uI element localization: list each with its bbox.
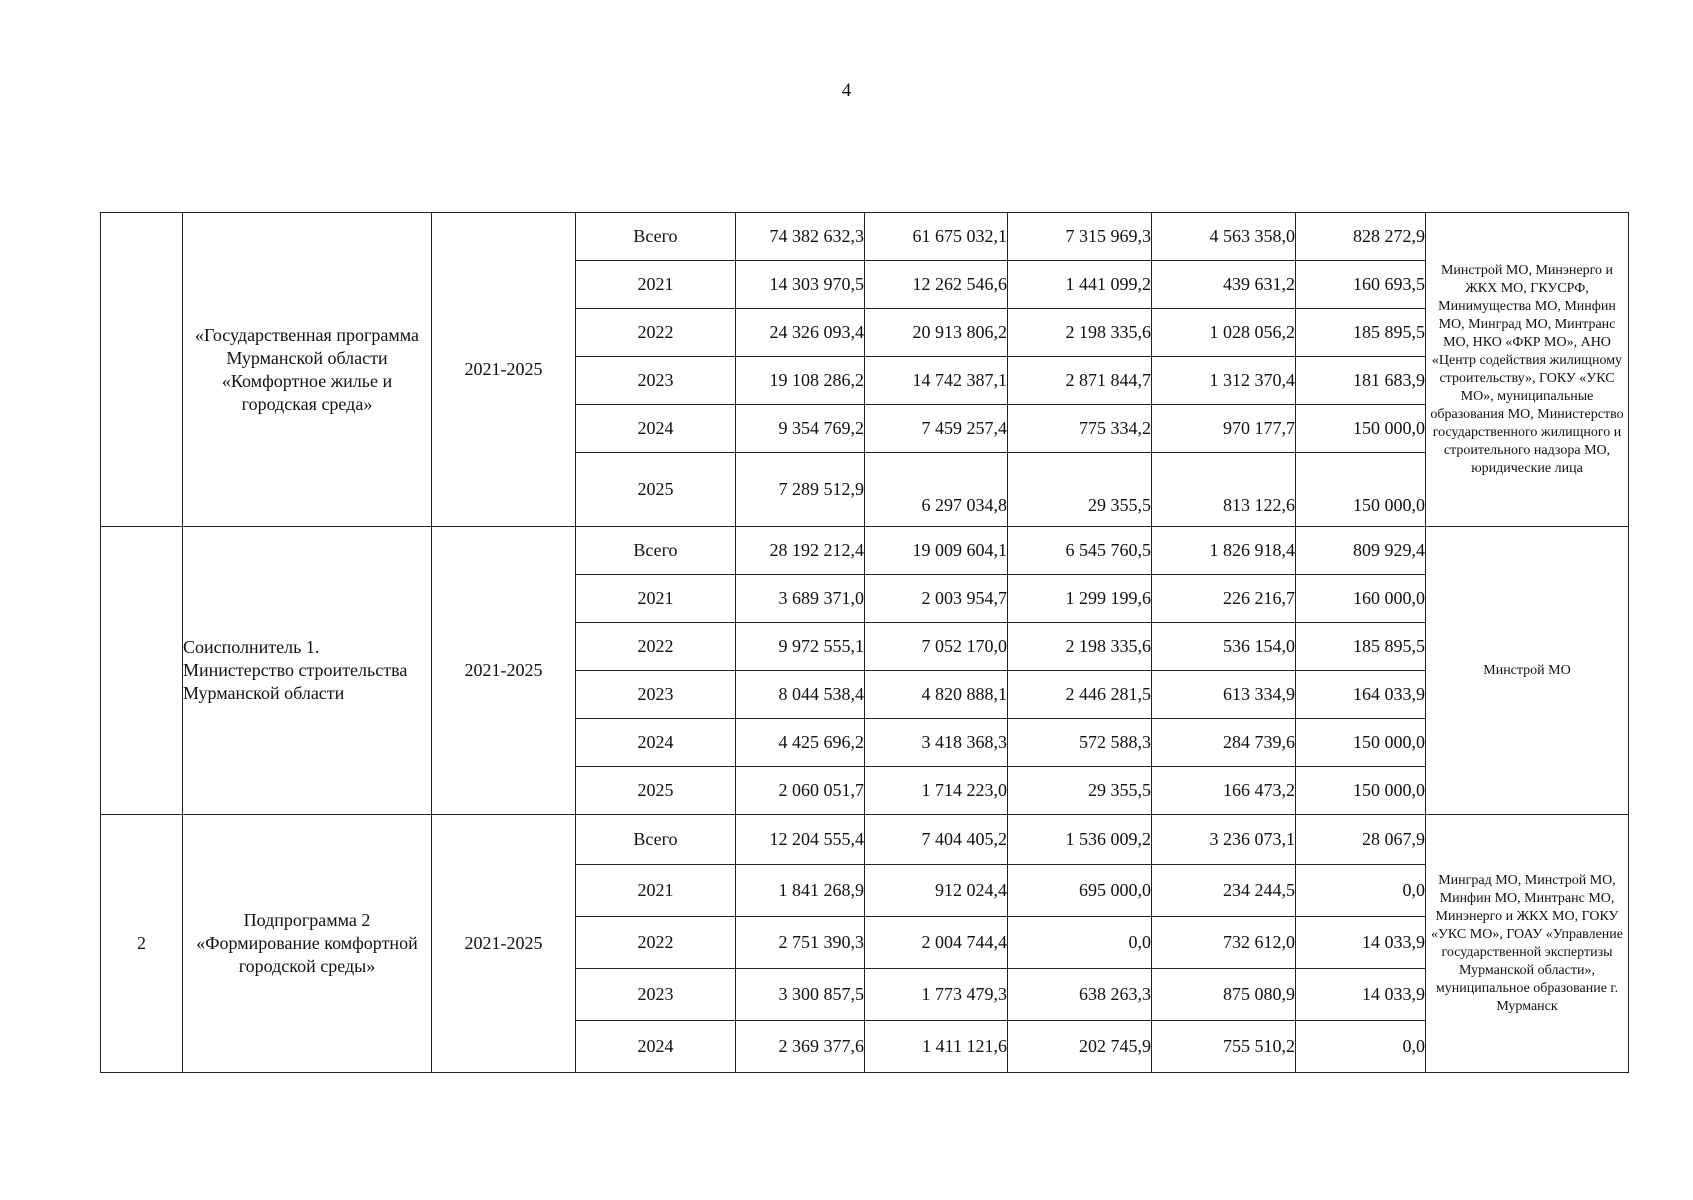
amount-cell: 8 044 538,4 (736, 671, 865, 719)
page-number: 4 (841, 80, 852, 101)
program-period: 2021-2025 (432, 815, 576, 1073)
amount-cell: 1 441 099,2 (1008, 261, 1152, 309)
amount-cell: 2 198 335,6 (1008, 623, 1152, 671)
amount-cell: 875 080,9 (1152, 969, 1296, 1021)
amount-cell: 0,0 (1296, 865, 1426, 917)
amount-cell: 202 745,9 (1008, 1021, 1152, 1073)
amount-cell: 1 841 268,9 (736, 865, 865, 917)
amount-cell: 613 334,9 (1152, 671, 1296, 719)
amount-cell: 572 588,3 (1008, 719, 1152, 767)
amount-cell: 181 683,9 (1296, 357, 1426, 405)
amount-cell: 732 612,0 (1152, 917, 1296, 969)
amount-cell: 695 000,0 (1008, 865, 1152, 917)
amount-cell: 6 297 034,8 (865, 453, 1008, 527)
year-cell: 2025 (576, 453, 736, 527)
amount-cell: 29 355,5 (1008, 453, 1152, 527)
amount-cell: 4 563 358,0 (1152, 213, 1296, 261)
amount-cell: 150 000,0 (1296, 453, 1426, 527)
amount-cell: 2 446 281,5 (1008, 671, 1152, 719)
amount-cell: 9 354 769,2 (736, 405, 865, 453)
year-cell: 2021 (576, 575, 736, 623)
executors-cell: Минстрой МО (1426, 527, 1629, 815)
year-cell: 2021 (576, 865, 736, 917)
amount-cell: 1 773 479,3 (865, 969, 1008, 1021)
amount-cell: 28 067,9 (1296, 815, 1426, 865)
year-cell: 2024 (576, 405, 736, 453)
amount-cell: 638 263,3 (1008, 969, 1152, 1021)
amount-cell: 3 418 368,3 (865, 719, 1008, 767)
amount-cell: 2 198 335,6 (1008, 309, 1152, 357)
amount-cell: 150 000,0 (1296, 405, 1426, 453)
year-cell: 2023 (576, 357, 736, 405)
amount-cell: 234 244,5 (1152, 865, 1296, 917)
amount-cell: 166 473,2 (1152, 767, 1296, 815)
amount-cell: 2 871 844,7 (1008, 357, 1152, 405)
year-cell: 2024 (576, 1021, 736, 1073)
year-cell: Всего (576, 213, 736, 261)
amount-cell: 12 262 546,6 (865, 261, 1008, 309)
amount-cell: 1 714 223,0 (865, 767, 1008, 815)
amount-cell: 19 108 286,2 (736, 357, 865, 405)
amount-cell: 1 536 009,2 (1008, 815, 1152, 865)
amount-cell: 0,0 (1296, 1021, 1426, 1073)
amount-cell: 2 751 390,3 (736, 917, 865, 969)
executors-cell: Минград МО, Минстрой МО, Минфин МО, Минтранс МО, Минэнерго и ЖКХ МО, ГОКУ «УКС МО», ГОАУ «Управление государственной экспертизы Мурманской области», муниципальное образование г. Мурманск (1426, 815, 1629, 1073)
amount-cell: 9 972 555,1 (736, 623, 865, 671)
amount-cell: 813 122,6 (1152, 453, 1296, 527)
amount-cell: 809 929,4 (1296, 527, 1426, 575)
amount-cell: 439 631,2 (1152, 261, 1296, 309)
amount-cell: 74 382 632,3 (736, 213, 865, 261)
amount-cell: 970 177,7 (1152, 405, 1296, 453)
amount-cell: 14 033,9 (1296, 969, 1426, 1021)
amount-cell: 4 425 696,2 (736, 719, 865, 767)
amount-cell: 3 689 371,0 (736, 575, 865, 623)
year-cell: 2025 (576, 767, 736, 815)
year-cell: 2022 (576, 309, 736, 357)
amount-cell: 14 033,9 (1296, 917, 1426, 969)
amount-cell: 226 216,7 (1152, 575, 1296, 623)
amount-cell: 2 003 954,7 (865, 575, 1008, 623)
amount-cell: 2 369 377,6 (736, 1021, 865, 1073)
program-name: «Государственная программа Мурманской области «Комфортное жилье и городская среда» (183, 213, 432, 527)
amount-cell: 1 826 918,4 (1152, 527, 1296, 575)
row-number (101, 527, 183, 815)
amount-cell: 160 693,5 (1296, 261, 1426, 309)
amount-cell: 164 033,9 (1296, 671, 1426, 719)
row-number (101, 213, 183, 527)
row-number: 2 (101, 815, 183, 1073)
amount-cell: 1 411 121,6 (865, 1021, 1008, 1073)
table-row (101, 815, 1629, 865)
executors-cell: Минстрой МО, Минэнерго и ЖКХ МО, ГКУСРФ, Минимущества МО, Минфин МО, Минград МО, Минтранс МО, НКО «ФКР МО», АНО «Центр содействия жилищному строительству», ГОКУ «УКС МО», муниципальные образования МО, Министерство государственного жилищного и строительного надзора МО, юридические лица (1426, 213, 1629, 527)
amount-cell: 755 510,2 (1152, 1021, 1296, 1073)
amount-cell: 7 315 969,3 (1008, 213, 1152, 261)
amount-cell: 828 272,9 (1296, 213, 1426, 261)
amount-cell: 24 326 093,4 (736, 309, 865, 357)
amount-cell: 185 895,5 (1296, 309, 1426, 357)
amount-cell: 3 236 073,1 (1152, 815, 1296, 865)
amount-cell: 2 004 744,4 (865, 917, 1008, 969)
amount-cell: 7 404 405,2 (865, 815, 1008, 865)
year-cell: 2021 (576, 261, 736, 309)
amount-cell: 536 154,0 (1152, 623, 1296, 671)
amount-cell: 6 545 760,5 (1008, 527, 1152, 575)
year-cell: 2023 (576, 671, 736, 719)
program-period: 2021-2025 (432, 213, 576, 527)
amount-cell: 61 675 032,1 (865, 213, 1008, 261)
amount-cell: 150 000,0 (1296, 719, 1426, 767)
amount-cell: 28 192 212,4 (736, 527, 865, 575)
amount-cell: 4 820 888,1 (865, 671, 1008, 719)
amount-cell: 775 334,2 (1008, 405, 1152, 453)
amount-cell: 1 028 056,2 (1152, 309, 1296, 357)
year-cell: 2024 (576, 719, 736, 767)
amount-cell: 160 000,0 (1296, 575, 1426, 623)
amount-cell: 0,0 (1008, 917, 1152, 969)
amount-cell: 1 299 199,6 (1008, 575, 1152, 623)
amount-cell: 14 742 387,1 (865, 357, 1008, 405)
amount-cell: 7 052 170,0 (865, 623, 1008, 671)
amount-cell: 1 312 370,4 (1152, 357, 1296, 405)
amount-cell: 7 289 512,9 (736, 453, 865, 527)
amount-cell: 3 300 857,5 (736, 969, 865, 1021)
amount-cell: 185 895,5 (1296, 623, 1426, 671)
year-cell: 2022 (576, 917, 736, 969)
table-row (101, 213, 1629, 261)
amount-cell: 20 913 806,2 (865, 309, 1008, 357)
table-row (101, 527, 1629, 575)
amount-cell: 19 009 604,1 (865, 527, 1008, 575)
amount-cell: 2 060 051,7 (736, 767, 865, 815)
program-period: 2021-2025 (432, 527, 576, 815)
amount-cell: 912 024,4 (865, 865, 1008, 917)
amount-cell: 29 355,5 (1008, 767, 1152, 815)
amount-cell: 7 459 257,4 (865, 405, 1008, 453)
budget-table (100, 212, 1629, 1073)
year-cell: Всего (576, 815, 736, 865)
year-cell: 2022 (576, 623, 736, 671)
amount-cell: 150 000,0 (1296, 767, 1426, 815)
year-cell: 2023 (576, 969, 736, 1021)
program-name: Соисполнитель 1. Министерство строительства Мурманской области (183, 527, 432, 815)
amount-cell: 12 204 555,4 (736, 815, 865, 865)
program-name: Подпрограмма 2 «Формирование комфортной городской среды» (183, 815, 432, 1073)
amount-cell: 14 303 970,5 (736, 261, 865, 309)
amount-cell: 284 739,6 (1152, 719, 1296, 767)
year-cell: Всего (576, 527, 736, 575)
